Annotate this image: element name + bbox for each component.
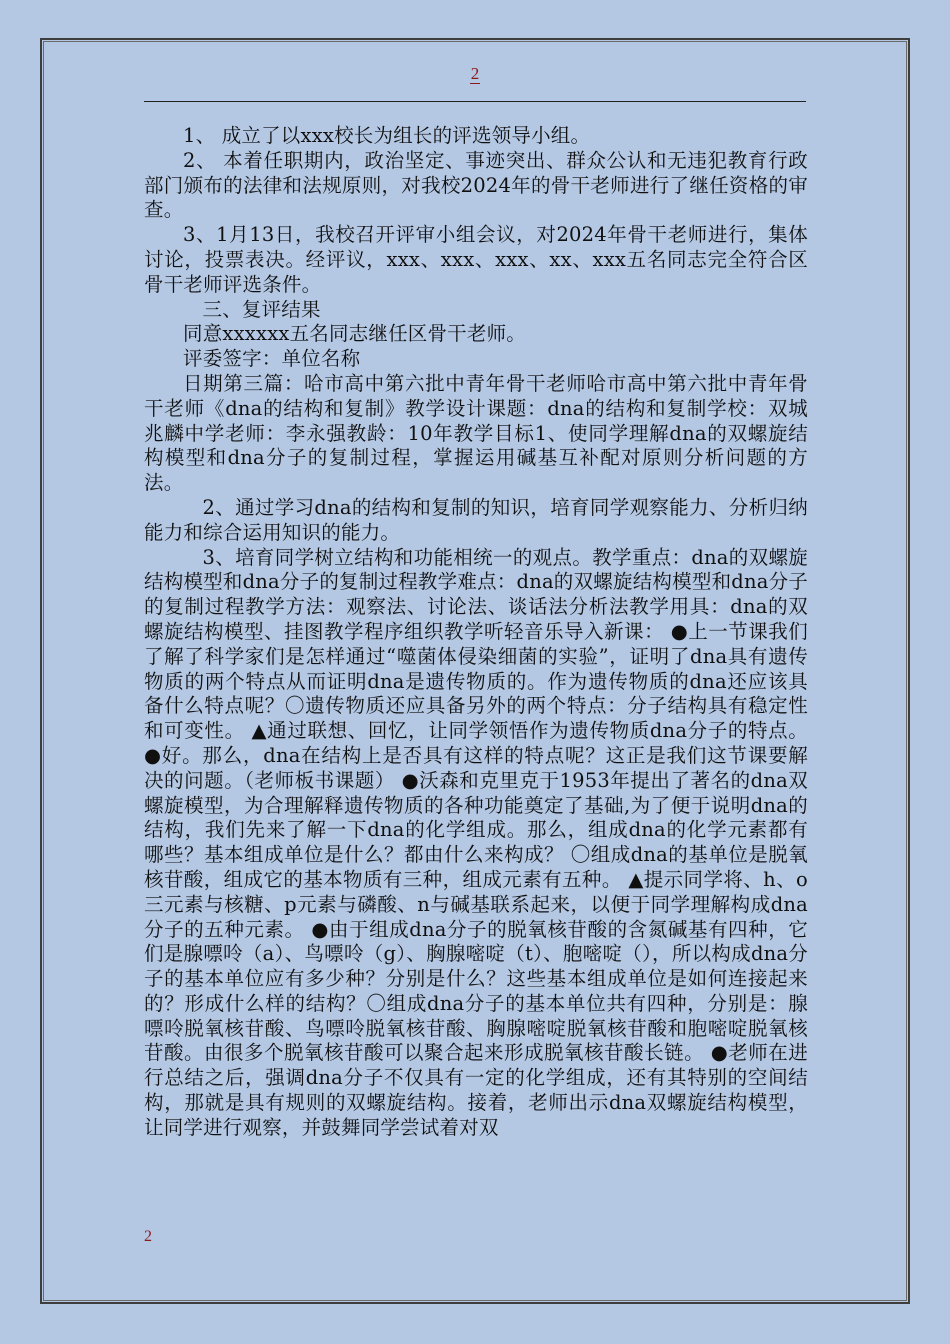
header-page-number: 2 (470, 64, 480, 83)
header-divider (144, 101, 806, 102)
paragraph-approval: 同意xxxxxx五名同志继任区骨干老师。 (183, 322, 526, 346)
paragraph-objective-2: 2、通过学习dna的结构和复制的知识，培育同学观察能力、分析归纳能力和综合运用知识的能力。 (144, 495, 808, 544)
paragraph-date-third-article: 日期第三篇：哈市高中第六批中青年骨干老师哈市高中第六批中青年骨干老师《dna的结构和复制》教学设计课题：dna的结构和复制学校：双城兆麟中学老师：李永强教龄：10年教学目标1、使同学理解dna的双螺旋结构模型和dna分子的复制过程，掌握运用碱基互补配对原则分析问题的方法。 (144, 371, 808, 495)
paragraph-3: 3、1月13日，我校召开评审小组会议，对2024年骨干老师进行，集体讨论，投票表决。经评议，xxx、xxx、xxx、xx、xxx五名同志完全符合区骨干老师评选条件。 (144, 223, 808, 296)
section-heading: 三、复评结果 (202, 297, 321, 321)
document-body (144, 124, 808, 1141)
paragraph-objective-3: 3、培育同学树立结构和功能相统一的观点。教学重点：dna的双螺旋结构模型和dna分子的复制过程教学难点：dna的双螺旋结构模型和dna分子的复制过程教学方法：观察法、讨论法、谈话法分析法教学用具：dna的双螺旋结构模型、挂图教学程序组织教学听轻音乐导入新课： ●上一节课我们了解了科学家们是怎样通过“噬菌体侵染细菌的实验”，证明了dna具有遗传物质的两个特点从而证明dna是遗传物质的。作为遗传物质的dna还应该具备什么特点呢？〇遗传物质还应具备另外的两个特点：分子结构具有稳定性和可变性。 ▲通过联想、回忆，让同学领悟作为遗传物质dna分子的特点。 ●好。那么，dna在结构上是否具有这样的特点呢？这正是我们这节课要解决的问题。（老师板书课题） ●沃森和克里克于1953年提出了著名的dna双螺旋模型，为合理解释遗传物质的各种功能奠定了基础,为了便于说明dna的结构，我们先来了解一下dna的化学组成。那么，组成dna的化学元素都有哪些？基本组成单位是什么？都由什么来构成？ 〇组成dna的基单位是脱氧核苷酸，组成它的基本物质有三种，组成元素有五种。 ▲提示同学将、h、o三元素与核糖、p元素与磷酸、n与碱基联系起来，以便于同学理解构成dna分子的五种元素。 ●由于组成dna分子的脱氧核苷酸的含氮碱基有四种，它们是腺嘌呤（a）、鸟嘌呤（g）、胸腺嘧啶（t）、胞嘧啶（），所以构成dna分子的基本单位应有多少种？分别是什么？这些基本组成单位是如何连接起来的？形成什么样的结构？〇组成dna分子的基本单位共有四种，分别是：腺嘌呤脱氧核苷酸、鸟嘌呤脱氧核苷酸、胸腺嘧啶脱氧核苷酸和胞嘧啶脱氧核苷酸。由很多个脱氧核苷酸可以聚合起来形成脱氧核苷酸长链。 ●老师在进行总结之后，强调dna分子不仅具有一定的化学组成，还有其特别的空间结构，那就是具有规则的双螺旋结构。接着，老师出示dna双螺旋结构模型，让同学进行观察，并鼓舞同学尝试着对双 (144, 545, 808, 1139)
paragraph-signature: 评委签字：单位名称 (183, 347, 361, 371)
footer-page-number: 2 (144, 1228, 152, 1245)
paragraph-2: 2、 本着任职期内，政治坚定、事迹突出、群众公认和无违犯教育行政部门颁布的法律和法规原则，对我校2024年的骨干老师进行了继任资格的审查。 (144, 148, 808, 222)
paragraph-1: 1、 成立了以xxx校长为组长的评选领导小组。 (183, 124, 591, 147)
